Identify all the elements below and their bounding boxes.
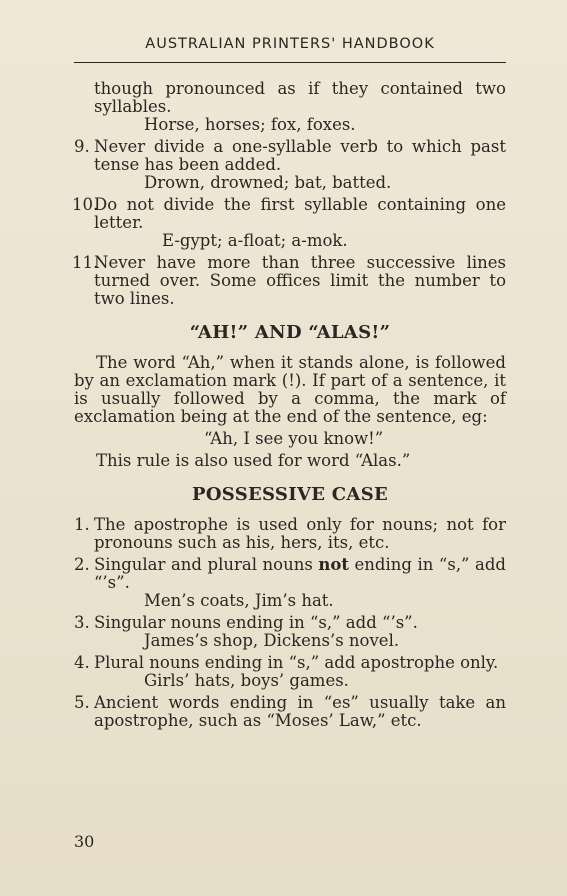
possessive-text-start: Singular and plural nouns [94,555,319,574]
rule-text: Never divide a one-syllable verb to which past tense has been added. [94,137,506,174]
rule-text: Never have more than three successive lines turned over. Some offices limit the number to two lines. [94,253,506,308]
page-content [74,80,506,730]
possessive-text: Singular nouns ending in “s,” add “’s”. [94,613,418,632]
rule-number: 11. [72,253,99,272]
possessive-text: The apostrophe is used only for nouns; not for pronouns such as his, hers, its, etc. [94,515,506,552]
continuation-text: though pronounced as if they contained two syllables. [94,79,506,116]
rule-item [74,254,506,308]
ah-paragraph: The word “Ah,” when it stands alone, is followed by an exclamation mark (!). If part of a sentence, it is usually followed by a comma, the mark of exclamation being at the end of the sentence, eg: [74,353,506,426]
rule-example: E-gypt; a-float; a-mok. [162,231,348,250]
continuation-example: Horse, horses; fox, foxes. [144,115,356,134]
possessive-item [74,556,506,592]
page-number: 30 [74,832,95,851]
possessive-item [74,654,506,672]
possessive-text-bold: not [318,555,349,574]
section-heading-possessive: POSSESSIVE CASE [191,484,389,505]
ah-quote: “Ah, I see you know!” [204,429,384,448]
alas-note: This rule is also used for word “Alas.” [96,451,411,470]
possessive-number: 4. [74,653,90,672]
rule-number: 10. [72,195,99,214]
possessive-example: Girls’ hats, boys’ games. [144,671,349,690]
possessive-text-end: ending in “s,” add “’s”. [94,555,506,592]
possessive-number: 5. [74,693,90,712]
possessive-example: Men’s coats, Jim’s hat. [144,591,334,610]
possessive-item [74,516,506,552]
possessive-number: 3. [74,613,90,632]
possessive-text: Plural nouns ending in “s,” add apostrophe only. [94,653,499,672]
rule-example: Drown, drowned; bat, batted. [144,173,392,192]
possessive-number: 2. [74,555,90,574]
rule-text: Do not divide the first syllable containing one letter. [94,195,506,232]
possessive-number: 1. [74,515,90,534]
running-head: AUSTRALIAN PRINTERS' HANDBOOK [145,36,435,52]
rule-item [74,138,506,174]
header-rule [74,62,506,63]
possessive-item [74,694,506,730]
possessive-text [94,556,506,592]
rule-item [74,196,506,232]
possessive-example: James’s shop, Dickens’s novel. [144,631,400,650]
possessive-text: Ancient words ending in “es” usually take an apostrophe, such as “Moses’ Law,” etc. [94,693,506,730]
rule-number: 9. [74,137,90,156]
possessive-item [74,614,506,632]
section-heading-ah-alas: “AH!” AND “ALAS!” [189,322,391,343]
